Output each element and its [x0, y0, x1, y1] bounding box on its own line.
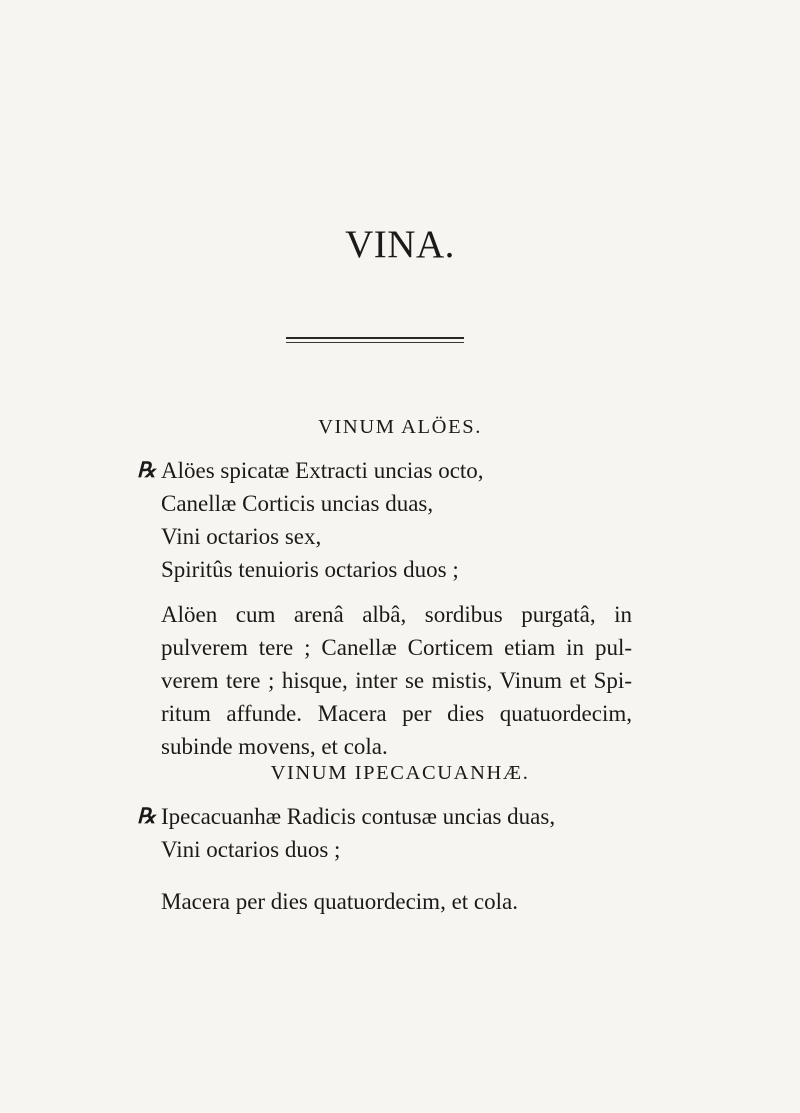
- direction-line: subinde movens, et cola.: [161, 734, 388, 759]
- ingredient-line: Vini octarios duos ;: [161, 837, 341, 862]
- direction-line: Alöen cum arenâ albâ, sordibus purgatâ, in: [161, 602, 632, 627]
- direction-line: verem tere ; hisque, inter se mistis, Vinum et Spi-: [161, 668, 632, 693]
- section-heading-vinum-ipecacuanhae: VINUM IPECACUANHÆ.: [270, 762, 530, 784]
- ingredients-vinum-ipecacuanhae: [137, 800, 556, 866]
- directions-vinum-ipecacuanhae: Macera per dies quatuordecim, et cola.: [161, 889, 518, 914]
- recipe-rx-symbol: ℞: [137, 804, 156, 828]
- ingredient-line: Vini octarios sex,: [161, 524, 322, 549]
- title-divider: [286, 337, 464, 345]
- ingredient-line: Ipecacuanhæ Radicis contusæ uncias duas,: [161, 804, 556, 829]
- recipe-rx-symbol: ℞: [137, 458, 156, 482]
- ingredient-line: Spiritûs tenuioris octarios duos ;: [161, 557, 459, 582]
- section-heading-vinum-aloes: VINUM ALÖES.: [318, 416, 482, 438]
- ingredients-vinum-aloes: [137, 454, 484, 586]
- direction-line: ritum affunde. Macera per dies quatuordecim,: [161, 701, 632, 726]
- ingredient-line: Alöes spicatæ Extracti uncias octo,: [161, 458, 484, 483]
- divider-thick-line: [286, 337, 464, 339]
- ingredient-line: Canellæ Corticis uncias duas,: [161, 491, 434, 516]
- direction-line: pulverem tere ; Canellæ Corticem etiam in pul-: [161, 635, 632, 660]
- divider-thin-line: [286, 342, 464, 343]
- directions-vinum-aloes: [161, 598, 632, 763]
- page-title: VINA.: [345, 223, 455, 266]
